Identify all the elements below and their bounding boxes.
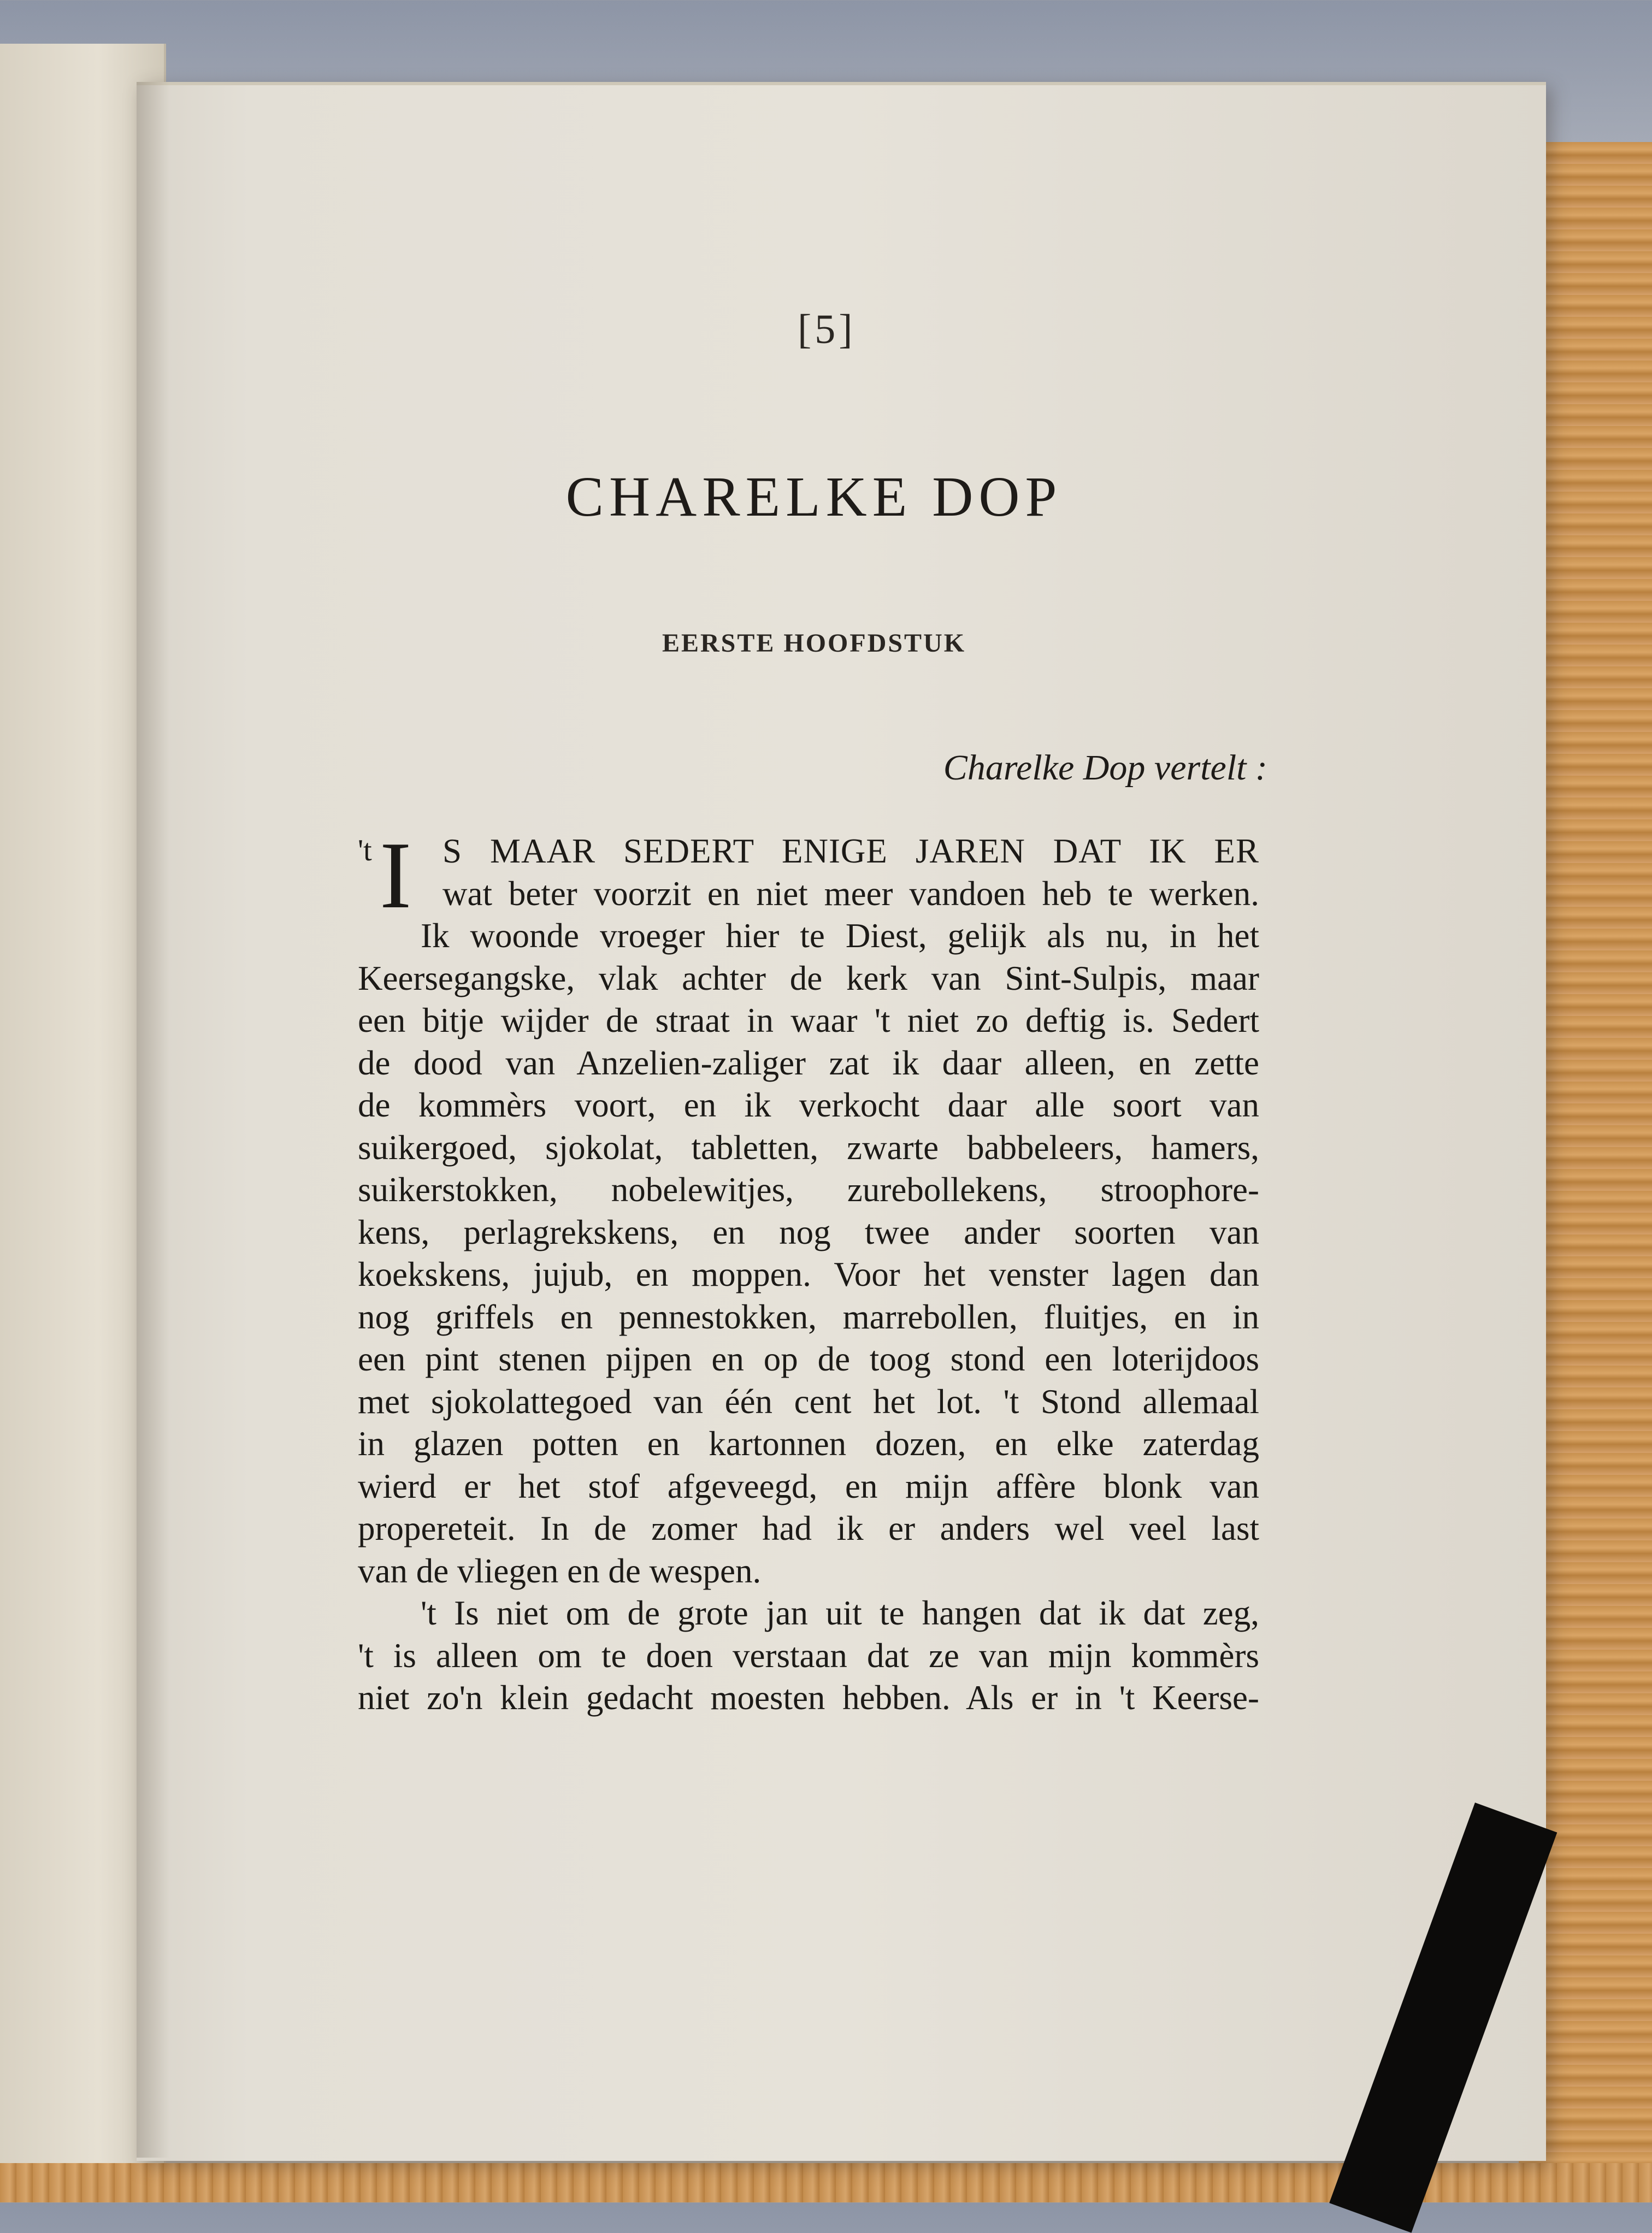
body-text [358,915,1259,1720]
text-line: een pint stenen pijpen en op de toog stond een loterijdoos [358,1340,1259,1378]
narrator-line: Charelke Dop vertelt : [943,748,1267,788]
text-line: nog griffels en pennestokken, marrebollen, fluitjes, en in [358,1297,1259,1336]
text-line: 't Is niet om de grote jan uit te hangen dat ik dat zeg, [421,1594,1259,1632]
text-line: de dood van Anzelien-zaliger zat ik daar alleen, en zette [358,1043,1259,1082]
drop-cap-prefix: 't [358,834,372,867]
drop-cap: I [380,822,412,928]
text-line: met sjokolattegoed van één cent het lot. 't Stond allemaal [358,1382,1259,1421]
opening-lines [442,830,1259,915]
text-line: een bitje wijder de straat in waar 't niet zo deftig is. Sedert [358,1001,1259,1039]
text-line: Keersegangske, vlak achter de kerk van Sint-Sulpis, maar [358,959,1259,997]
text-line: koekskens, jujub, en moppen. Voor het venster lagen dan [358,1255,1259,1293]
text-line: niet zo'n klein gedacht moesten hebben. Als er in 't Keerse- [358,1679,1259,1717]
page-title: CHARELKE DOP [565,465,1063,528]
text-line: suikerstokken, nobelewitjes, zurebollekens, stroophore- [358,1171,1259,1209]
text-line: S MAAR SEDERT ENIGE JAREN DAT IK ER [442,832,1259,870]
chapter-heading: EERSTE HOOFDSTUK [662,629,966,658]
spine-shadow [137,82,169,2158]
text-line: suikergoed, sjokolat, tabletten, zwarte babbeleers, hamers, [358,1128,1259,1167]
text-line: Ik woonde vroeger hier te Diest, gelijk als nu, in het [421,917,1259,955]
text-line: de kommèrs voort, en ik verkocht daar alle soort van [358,1086,1259,1124]
text-line: kens, perlagrekskens, en nog twee ander soorten van [358,1213,1259,1251]
page-number: [5] [798,306,856,352]
text-line: propereteit. In de zomer had ik er anders wel veel last [358,1509,1259,1547]
text-line: 't is alleen om te doen verstaan dat ze van mijn kommèrs [358,1636,1259,1675]
text-line: wat beter voorzit en niet meer vandoen heb te werken. [442,874,1259,913]
text-line: wierd er het stof afgeveegd, en mijn affère blonk van [358,1467,1259,1505]
text-line: in glazen potten en kartonnen dozen, en elke zaterdag [358,1425,1259,1463]
text-line: van de vliegen en de wespen. [358,1551,762,1590]
